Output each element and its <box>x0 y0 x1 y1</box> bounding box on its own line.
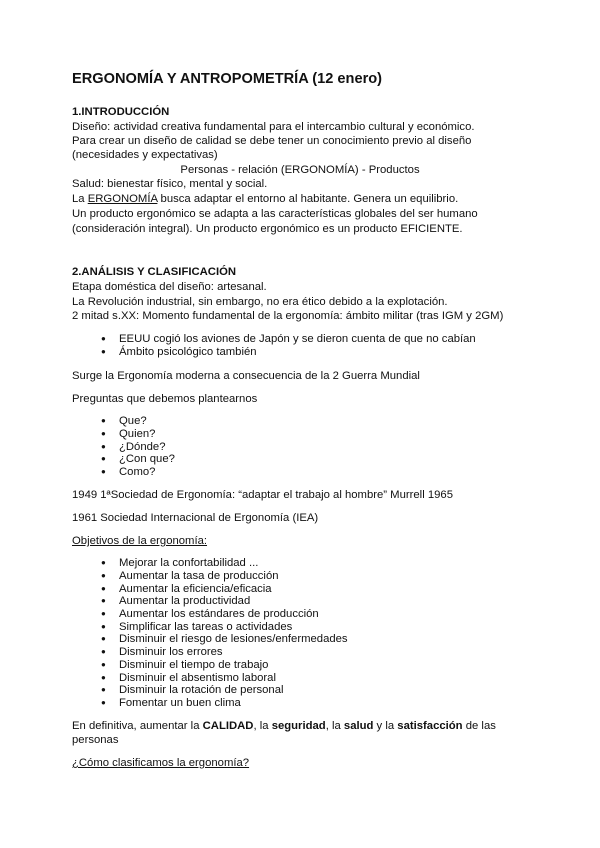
paragraph-line: Para crear un diseño de calidad se debe tener un conocimiento previo al diseño <box>72 135 472 147</box>
bold-seguridad: seguridad <box>271 720 326 732</box>
paragraph-line: La Revolución industrial, sin embargo, no era ético debido a la explotación. <box>72 296 448 308</box>
conclusion-line: En definitiva, aumentar la CALIDAD, la seguridad, la salud y la satisfacción de las <box>72 720 496 732</box>
paragraph-line: (necesidades y expectativas) <box>72 149 218 161</box>
paragraph-line: 1949 1ªSociedad de Ergonomía: “adaptar el trabajo al hombre” Murrell 1965 <box>72 489 453 501</box>
paragraph-line: Preguntas que debemos plantearnos <box>72 393 258 405</box>
relation-line: Personas - relación (ERGONOMÍA) - Productos <box>180 164 420 176</box>
objetivos-heading: Objetivos de la ergonomía: <box>72 535 208 547</box>
paragraph-line: Diseño: actividad creativa fundamental para el intercambio cultural y económico. <box>72 121 475 133</box>
paragraph-line: Etapa doméstica del diseño: artesanal. <box>72 281 267 293</box>
conclusion-line-2: personas <box>72 734 119 746</box>
paragraph-line: Surge la Ergonomía moderna a consecuencia de la 2 Guerra Mundial <box>72 370 420 382</box>
text-la: La <box>72 193 85 205</box>
paragraph-line: Un producto ergonómico se adapta a las características globales del ser humano <box>72 208 478 220</box>
paragraph-line: Salud: bienestar físico, mental y social. <box>72 178 268 190</box>
bold-calidad: CALIDAD <box>202 720 254 732</box>
document-page: ERGONOMÍA Y ANTROPOMETRÍA (12 enero) 1.INTRODUCCIÓN Diseño: actividad creativa fundamental para el intercambio cultural y económico. Para crear un diseño de calidad se debe tener un conocimiento previo al diseño (necesidades y expectativas) Personas - relación (ERGONOMÍA) - Productos Salud: bienestar físico, mental y social. La ERGONOMÍA busca adaptar el entorno al habitante. Genera un equilibrio. Un producto ergonómico se adapta a las características globales del ser humano (consideración integral). Un producto ergonómico es un producto EFICIENTE. 2.ANÁLISIS Y CLASIFICACIÓN Etapa doméstica del diseño: artesanal. La Revolución industrial, sin embargo, no era ético debido a la explotación. 2 mitad s.XX: Momento fundamental de la ergonomía: ámbito militar (tras IGM y 2GM) EEUU cogió los aviones de Japón y se dieron cuenta de que no cabían Ámbito psicológico también Surge la Ergonomía moderna a consecuencia de la 2 Guerra Mundial Preguntas que debemos plantearnos Que? Quien? ¿Dónde? ¿Con que? Como? 1949 1ªSociedad de Ergonomía: “adaptar el trabajo al hombre” Murrell 1965 1961 Sociedad Internacional de Ergonomía (IEA) Objetivos de la ergonomía: Mejorar la confortabilidad ... Aumentar la tasa de producción Aumentar la eficiencia/eficacia Aumentar la productividad Aumentar los estándares de producción Simplificar las tareas o actividades Disminuir el riesgo de lesiones/enfermedades Disminuir los errores Disminuir el tiempo de trabajo Disminuir el absentismo laboral Disminuir la rotación de personal Fomentar un buen clima En definitiva, aumentar la CALIDAD, la seguridad, la salud y la satisfacción de las personas ¿Cómo clasificamos la ergonomía? <box>0 0 600 848</box>
bold-satisfaccion: satisfacción <box>397 720 463 732</box>
document-title: ERGONOMÍA Y ANTROPOMETRÍA (12 enero) <box>72 71 383 87</box>
ergonomia-underlined: ERGONOMÍA <box>87 193 158 205</box>
paragraph-line: (consideración integral). Un producto ergonómico es un producto EFICIENTE. <box>72 223 463 235</box>
paragraph-line: 1961 Sociedad Internacional de Ergonomía (IEA) <box>72 512 319 524</box>
ergonomia-line <box>72 193 458 206</box>
clasificacion-heading: ¿Cómo clasificamos la ergonomía? <box>72 757 250 769</box>
section-2-heading: 2.ANÁLISIS Y CLASIFICACIÓN <box>72 266 237 278</box>
paragraph-line: 2 mitad s.XX: Momento fundamental de la ergonomía: ámbito militar (tras IGM y 2GM) <box>72 310 504 322</box>
section-1-heading: 1.INTRODUCCIÓN <box>72 106 170 118</box>
text-rest: busca adaptar el entorno al habitante. Genera un equilibrio. <box>160 193 459 205</box>
bold-salud: salud <box>343 720 374 732</box>
